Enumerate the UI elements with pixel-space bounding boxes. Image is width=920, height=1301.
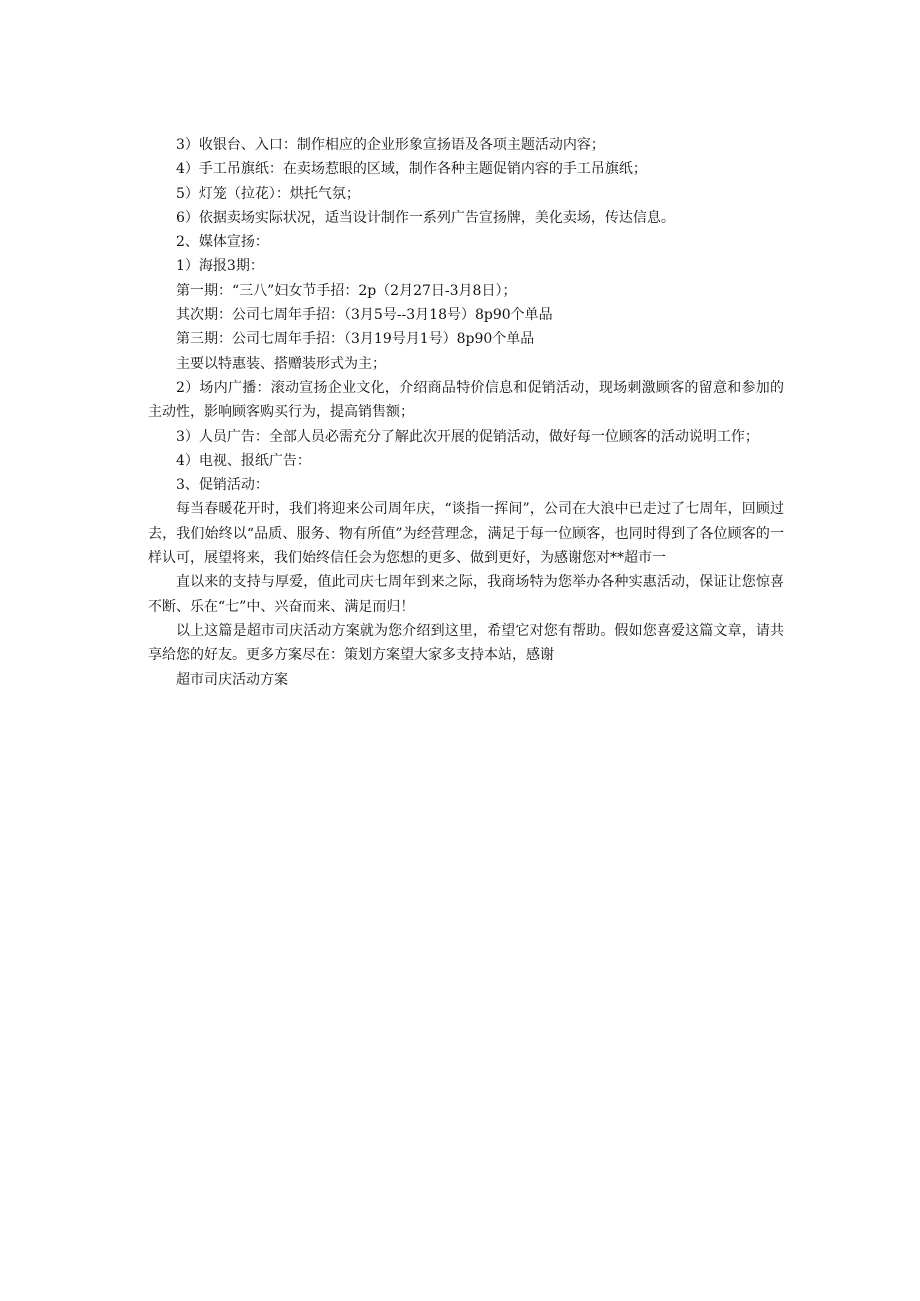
paragraph-staff-ads: 3）人员广告：全部人员必需充分了解此次开展的促销活动，做好每一位顾客的活动说明工作； [176,428,759,445]
paragraph-posters: 1）海报3期： [176,258,264,275]
section-heading-promotion: 3、促销活动： [176,477,269,494]
section-heading-media: 2、媒体宣扬： [176,234,269,251]
paragraph-lanterns: 5）灯笼（拉花）：烘托气氛； [176,185,360,202]
paragraph-tv-newspaper: 4）电视、报纸广告： [176,452,311,469]
paragraph-cashier-entrance: 3）收银台、入口：制作相应的企业形象宣扬语及各项主题活动内容； [176,137,605,153]
paragraph-main-form: 主要以特惠装、搭赠装形式为主； [176,355,386,372]
paragraph-hanging-flags: 4）手工吊旗纸：在卖场惹眼的区域，制作各种主题促销内容的手工吊旗纸； [176,161,647,178]
paragraph-footer-title: 超市司庆活动方案 [176,671,288,688]
paragraph-closing-note: 以上这篇是超市司庆活动方案就为您介绍到这里，希望它对您有帮助。假如您喜爱这篇文章，请共享给您的好友。更多方案尽在：策划方案望大家多支持本站，感谢 [148,622,784,664]
document-body [148,133,784,692]
paragraph-anniversary-intro: 每当春暖花开时，我们将迎来公司周年庆，“谈指一挥间”，公司在大浪中已走过了七周年，回顾过去，我们始终以“品质、服务、物有所值”为经营理念，满足于每一位顾客，也同时得到了各位顾客的一样认可，展望将来，我们始终信任会为您想的更多、做到更好，为感谢您对**超市一 [148,501,784,567]
paragraph-issue-three: 第三期：公司七周年手招：（3月19号月1号）8p90个单品 [176,331,535,348]
paragraph-issue-two: 其次期：公司七周年手招：（3月5号--3月18号）8p90个单品 [176,307,553,324]
paragraph-anniversary-support: 直以来的支持与厚爱，值此司庆七周年到来之际，我商场特为您举办各种实惠活动，保证让您惊喜不断、乐在“七”中、兴奋而来、满足而归！ [148,574,784,615]
paragraph-broadcast: 2）场内广播：滚动宣扬企业文化，介绍商品特价信息和促销活动，现场刺激顾客的留意和参加的主动性，影响顾客购买行为，提高销售额； [148,379,784,421]
paragraph-issue-one: 第一期：“三八”妇女节手招：2p（2月27日-3月8日）； [176,282,517,299]
paragraph-ad-boards: 6）依据卖场实际状况，适当设计制作一系列广告宣扬牌，美化卖场，传达信息。 [176,209,675,226]
